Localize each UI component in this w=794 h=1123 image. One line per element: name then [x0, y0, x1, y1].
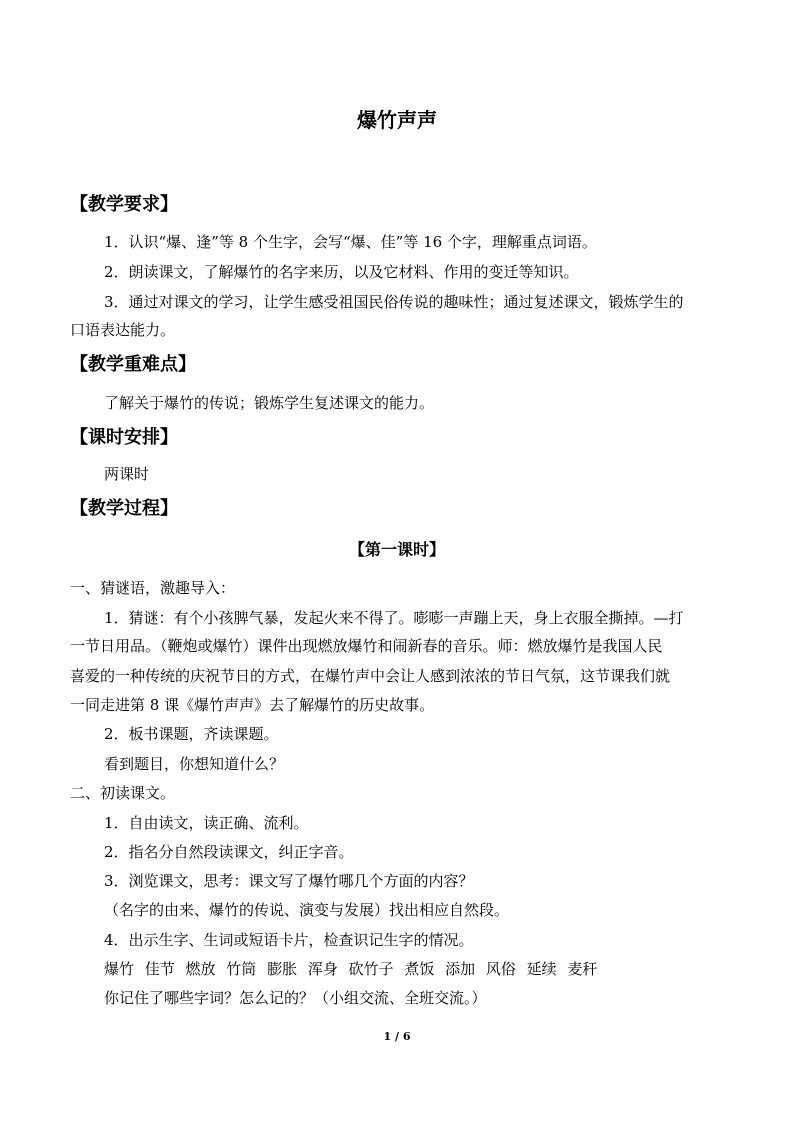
- section-heading-requirements: 【教学要求】: [70, 194, 178, 215]
- part1-item2: 2．板书课题，齐读课题。: [104, 725, 279, 743]
- section-heading-schedule: 【课时安排】: [70, 427, 178, 448]
- part2-question: 你记住了哪些字词？怎么记的？（小组交流、全班交流。）: [104, 989, 487, 1007]
- lesson-subheading: 【第一课时】: [348, 540, 445, 559]
- part1-item1-line3: 喜爱的一种传统的庆祝节日的方式，在爆竹声中会让人感到浓浓的节日气氛，这节课我们就: [70, 667, 671, 685]
- requirement-item-3-cont: 口语表达能力。: [70, 321, 176, 339]
- part2-title: 二、初读课文。: [70, 784, 176, 802]
- page-title: 爆竹声声: [357, 108, 437, 132]
- part1-item1-line1: 1．猜谜：有个小孩脾气暴，发起火来不得了。嘭嘭一声蹦上天，身上衣服全撕掉。—打: [104, 609, 684, 627]
- part1-item1-line2: 一节日用品。（鞭炮或爆竹）课件出现燃放爆竹和闹新春的音乐。师：燃放爆竹是我国人民: [70, 637, 663, 655]
- part2-item4: 4．出示生字、生词或短语卡片，检查识记生字的情况。: [104, 931, 474, 949]
- part1-item1-line4: 一同走进第 8 课《爆竹声声》去了解爆竹的历史故事。: [70, 696, 435, 714]
- part2-item1: 1．自由读文，读正确、流利。: [104, 814, 309, 832]
- part2-item2: 2．指名分自然段读课文，纠正字音。: [104, 843, 354, 861]
- page-number: 1 / 6: [383, 1030, 411, 1043]
- requirement-item-2: 2．朗读课文，了解爆竹的名字来历，以及它材料、作用的变迁等知识。: [104, 263, 579, 281]
- part1-title: 一、猜谜语，激趣导入：: [70, 579, 236, 597]
- requirement-item-1: 1．认识“爆、逢”等 8 个生字，会写“爆、佳”等 16 个字，理解重点词语。: [104, 233, 597, 251]
- section-heading-process: 【教学过程】: [70, 498, 178, 519]
- part2-item3-answer: （名字的由来、爆竹的传说、演变与发展）找出相应自然段。: [104, 901, 510, 919]
- part2-word-list: 爆竹 佳节 燃放 竹筒 膨胀 浑身 砍竹子 煮饭 添加 风俗 延续 麦秆: [104, 960, 598, 978]
- schedule-text: 两课时: [104, 465, 150, 483]
- part1-item2-question: 看到题目，你想知道什么？: [104, 755, 285, 773]
- part2-item3: 3．浏览课文，思考：课文写了爆竹哪几个方面的内容？: [104, 872, 474, 890]
- section-heading-key-points: 【教学重难点】: [70, 354, 196, 375]
- key-points-text: 了解关于爆竹的传说；锻炼学生复述课文的能力。: [104, 394, 435, 412]
- requirement-item-3: 3．通过对课文的学习，让学生感受祖国民俗传说的趣味性；通过复述课文，锻炼学生的: [104, 293, 684, 311]
